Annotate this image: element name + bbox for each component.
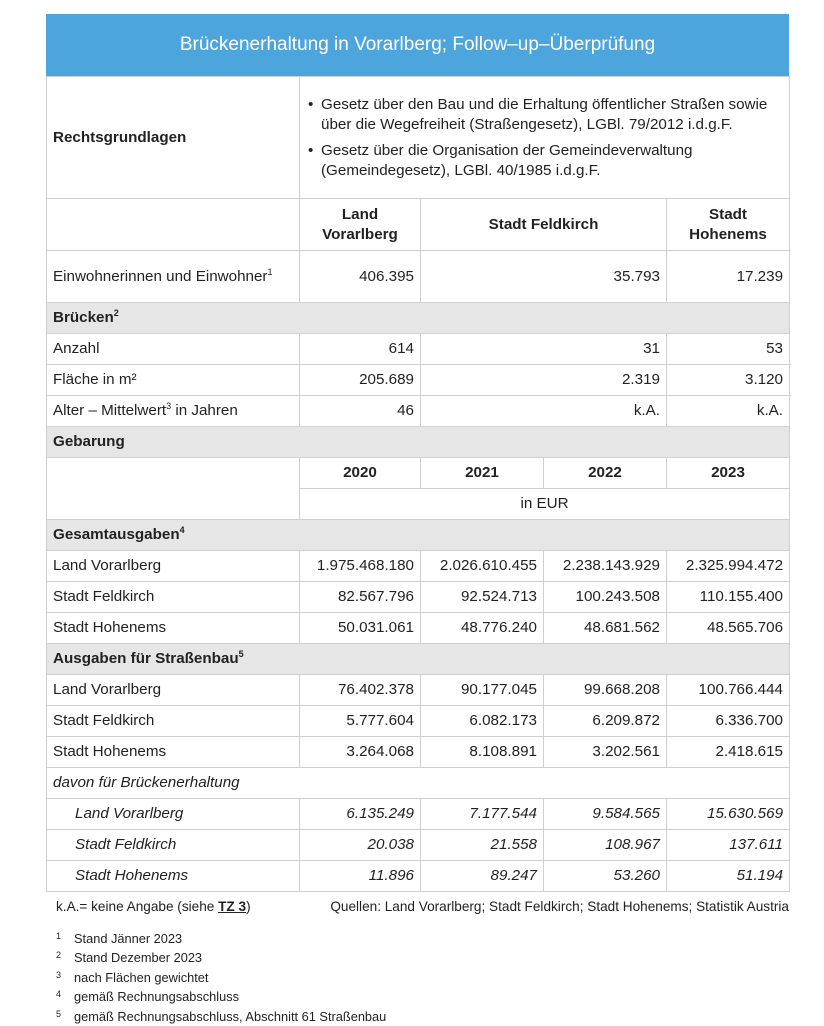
tz3-reference-link[interactable]: TZ 3	[218, 899, 247, 914]
table-row: Stadt Hohenems 50.031.061 48.776.240 48.681.562 48.565.706	[47, 613, 790, 644]
table-row: Stadt Hohenems 11.896 89.247 53.260 51.194	[47, 861, 790, 892]
table-notes	[56, 899, 789, 919]
section-header-total: Gesamtausgaben$^4$	[47, 520, 790, 551]
footnote: 2 Stand Dezember 2023	[56, 950, 203, 966]
table-row: Alter – Mittelwert$^3$ in Jahren 46 k.A. k.A.	[47, 396, 790, 427]
section-header-finance: Gebarung	[47, 427, 790, 458]
unit-label: in EUR	[300, 489, 790, 520]
legal-bullet: • Gesetz über die Organisation der Gemeindeverwaltung (Gemeindegesetz), LGBl. 40/1985 i.d.g.F.	[308, 141, 693, 179]
section-header-roads: Ausgaben für Straßenbau$^5$	[47, 644, 790, 675]
year-header-row	[47, 458, 790, 489]
entity-header: Stadt Hohenems	[667, 199, 790, 251]
year-header: 2022	[544, 458, 667, 489]
table-row: Fläche in m² 205.689 2.319 3.120	[47, 365, 790, 396]
table-row: Stadt Feldkirch 82.567.796 92.524.713 100.243.508 110.155.400	[47, 582, 790, 613]
population-row: Einwohnerinnen und Einwohner$^1$ 406.395 35.793 17.239	[47, 251, 790, 303]
footnote: 1 Stand Jänner 2023	[56, 931, 183, 946]
legal-basis-row	[47, 77, 790, 199]
footnote: 3 nach Flächen gewichtet	[56, 969, 209, 985]
subsection-header-bridge-maintenance: davon für Brückenerhaltung	[47, 768, 790, 799]
table-row: Land Vorarlberg 76.402.378 90.177.045 99.668.208 100.766.444	[47, 675, 790, 706]
report-table-container	[46, 14, 789, 892]
table-title: Brückenerhaltung in Vorarlberg; Follow–up–Überprüfung	[46, 14, 789, 76]
entity-header: Stadt Feldkirch	[421, 199, 667, 251]
row-label: Einwohnerinnen und Einwohner$^1$	[47, 251, 300, 303]
abbreviation-note: k.A.= keine Angabe (siehe TZ 3)	[56, 899, 251, 914]
year-header: 2021	[421, 458, 544, 489]
section-header-bridges: Brücken$^2$	[47, 303, 790, 334]
table-row: Stadt Feldkirch 20.038 21.558 108.967 137.611	[47, 830, 790, 861]
table-row: Stadt Hohenems 3.264.068 8.108.891 3.202.561 2.418.615	[47, 737, 790, 768]
year-header: 2023	[667, 458, 790, 489]
data-table	[46, 76, 790, 892]
entity-header-row	[47, 199, 790, 251]
year-header: 2020	[300, 458, 421, 489]
footnote: 4 gemäß Rechnungsabschluss	[56, 989, 240, 1005]
legal-basis-cell	[300, 77, 790, 199]
table-row: Stadt Feldkirch 5.777.604 6.082.173 6.209.872 6.336.700	[47, 706, 790, 737]
entity-header: Land Vorarlberg	[300, 199, 421, 251]
table-row: Land Vorarlberg 6.135.249 7.177.544 9.584.565 15.630.569	[47, 799, 790, 830]
footnotes	[56, 929, 386, 1026]
sources-note: Quellen: Land Vorarlberg; Stadt Feldkirch; Stadt Hohenems; Statistik Austria	[330, 899, 789, 914]
table-row: Anzahl 614 31 53	[47, 334, 790, 365]
footnote: 5 gemäß Rechnungsabschluss, Abschnitt 61 Straßenbau	[56, 1008, 387, 1024]
legal-basis-label: Rechtsgrundlagen	[47, 77, 300, 199]
table-row: Land Vorarlberg 1.975.468.180 2.026.610.455 2.238.143.929 2.325.994.472	[47, 551, 790, 582]
legal-bullet: • Gesetz über den Bau und die Erhaltung öffentlicher Straßen sowie über die Wegefreiheit (Straßengesetz), LGBl. 79/2012 i.d.g.F.	[308, 95, 768, 133]
